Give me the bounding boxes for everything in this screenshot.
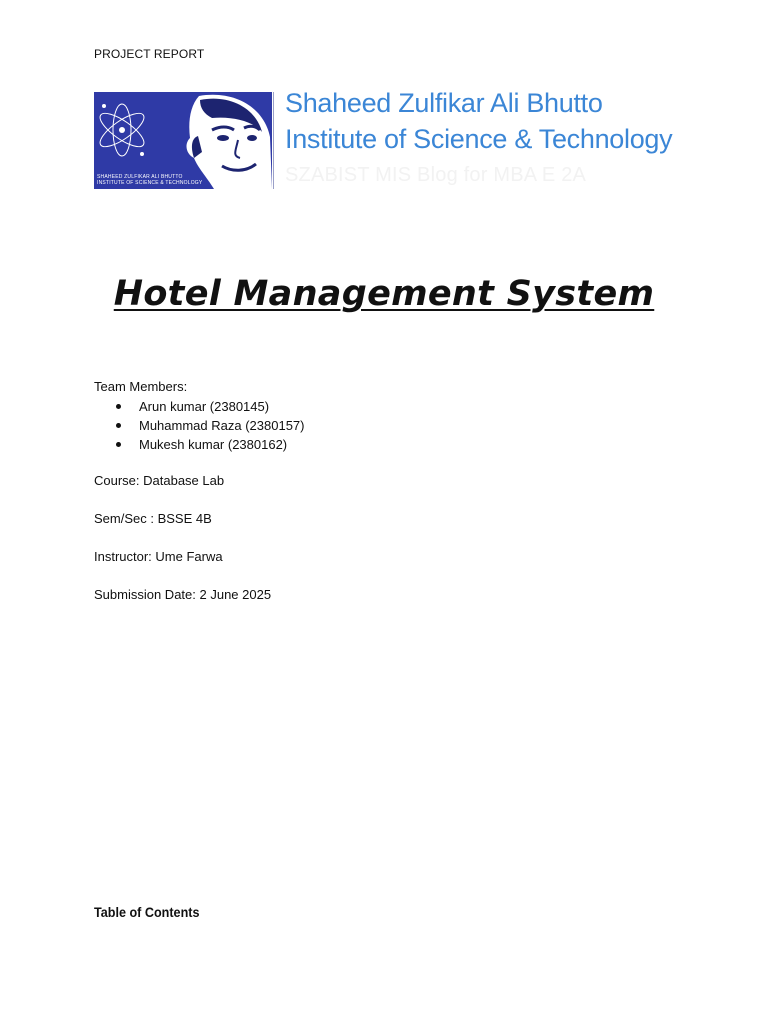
member-name: Muhammad Raza (2380157) bbox=[139, 418, 305, 433]
semester-section-line: Sem/Sec : BSSE 4B bbox=[94, 511, 212, 526]
team-members-label: Team Members: bbox=[94, 379, 188, 394]
document-title: Hotel Management System bbox=[113, 274, 655, 314]
list-item bbox=[112, 416, 304, 435]
institution-name-line2: Institute of Science & Technology bbox=[285, 124, 673, 154]
logo-watermark-text: SZABIST MIS Blog for MBA E 2A bbox=[285, 164, 587, 186]
table-of-contents-heading: Table of Contents bbox=[94, 904, 200, 920]
page-header-label: PROJECT REPORT bbox=[94, 47, 205, 61]
bullet-icon bbox=[116, 404, 121, 409]
submission-date-line: Submission Date: 2 June 2025 bbox=[94, 587, 272, 602]
logo-caption-line2: INSTITUTE OF SCIENCE & TECHNOLOGY bbox=[97, 180, 203, 186]
logo-divider bbox=[273, 92, 274, 189]
logo-caption bbox=[97, 174, 202, 186]
member-name: Mukesh kumar (2380162) bbox=[139, 437, 288, 452]
list-item bbox=[112, 435, 304, 454]
team-members-list bbox=[112, 397, 304, 454]
course-line: Course: Database Lab bbox=[94, 473, 225, 488]
instructor-line: Instructor: Ume Farwa bbox=[94, 549, 223, 564]
institution-name-line1: Shaheed Zulfikar Ali Bhutto bbox=[285, 88, 603, 118]
bullet-icon bbox=[116, 442, 121, 447]
institute-logo bbox=[94, 92, 272, 189]
member-name: Arun kumar (2380145) bbox=[139, 399, 270, 414]
logo-caption-line1: SHAHEED ZULFIKAR ALI BHUTTO bbox=[97, 174, 183, 180]
list-item bbox=[112, 397, 304, 416]
bullet-icon bbox=[116, 423, 121, 428]
